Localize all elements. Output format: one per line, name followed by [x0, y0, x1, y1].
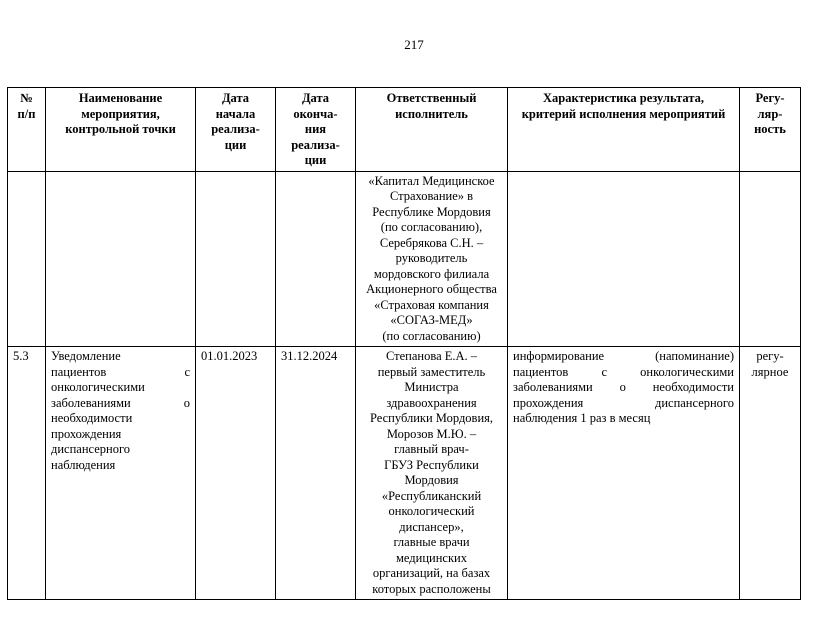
header-responsible: Ответственный исполнитель: [356, 88, 508, 172]
events-table: [7, 87, 801, 600]
cell-end: [276, 171, 356, 347]
cell-regularity: регу- лярное: [740, 347, 801, 600]
cell-responsible: Степанова Е.А. – первый заместитель Министра здравоохранения Республики Мордовия, Морозов М.Ю. – главный врач- ГБУЗ Республики Мордовия «Республиканский онкологический диспансер», главные врачи медицинских организаций, на базах которых расположены: [356, 347, 508, 600]
header-num: № п/п: [8, 88, 46, 172]
cell-name: Уведомление пациентов с онкологическими заболеваниями о необходимости прохождения диспансерного наблюдения: [46, 347, 196, 600]
cell-num: [8, 171, 46, 347]
cell-result: [508, 171, 740, 347]
cell-responsible: «Капитал Медицинское Страхование» в Республике Мордовия (по согласованию), Серебрякова С.Н. – руководитель мордовского филиала Акционерного общества «Страховая компания «СОГАЗ-МЕД» (по согласованию): [356, 171, 508, 347]
page-number: 217: [404, 37, 424, 52]
table-header-row: [8, 88, 801, 172]
header-name: Наименование мероприятия, контрольной точки: [46, 88, 196, 172]
cell-num: 5.3: [8, 347, 46, 600]
cell-regularity: [740, 171, 801, 347]
cell-start: 01.01.2023: [196, 347, 276, 600]
cell-result: информирование (напоминание) пациентов с онкологическими заболеваниями о необходимости прохождения диспансерного наблюдения 1 раз в месяц: [508, 347, 740, 600]
table-row: [8, 171, 801, 347]
table-row: [8, 347, 801, 600]
cell-end: 31.12.2024: [276, 347, 356, 600]
header-end-date: Дата оконча- ния реализа- ции: [276, 88, 356, 172]
cell-start: [196, 171, 276, 347]
header-regularity: Регу- ляр- ность: [740, 88, 801, 172]
header-start-date: Дата начала реализа- ции: [196, 88, 276, 172]
cell-name: [46, 171, 196, 347]
header-result: Характеристика результата, критерий исполнения мероприятий: [508, 88, 740, 172]
